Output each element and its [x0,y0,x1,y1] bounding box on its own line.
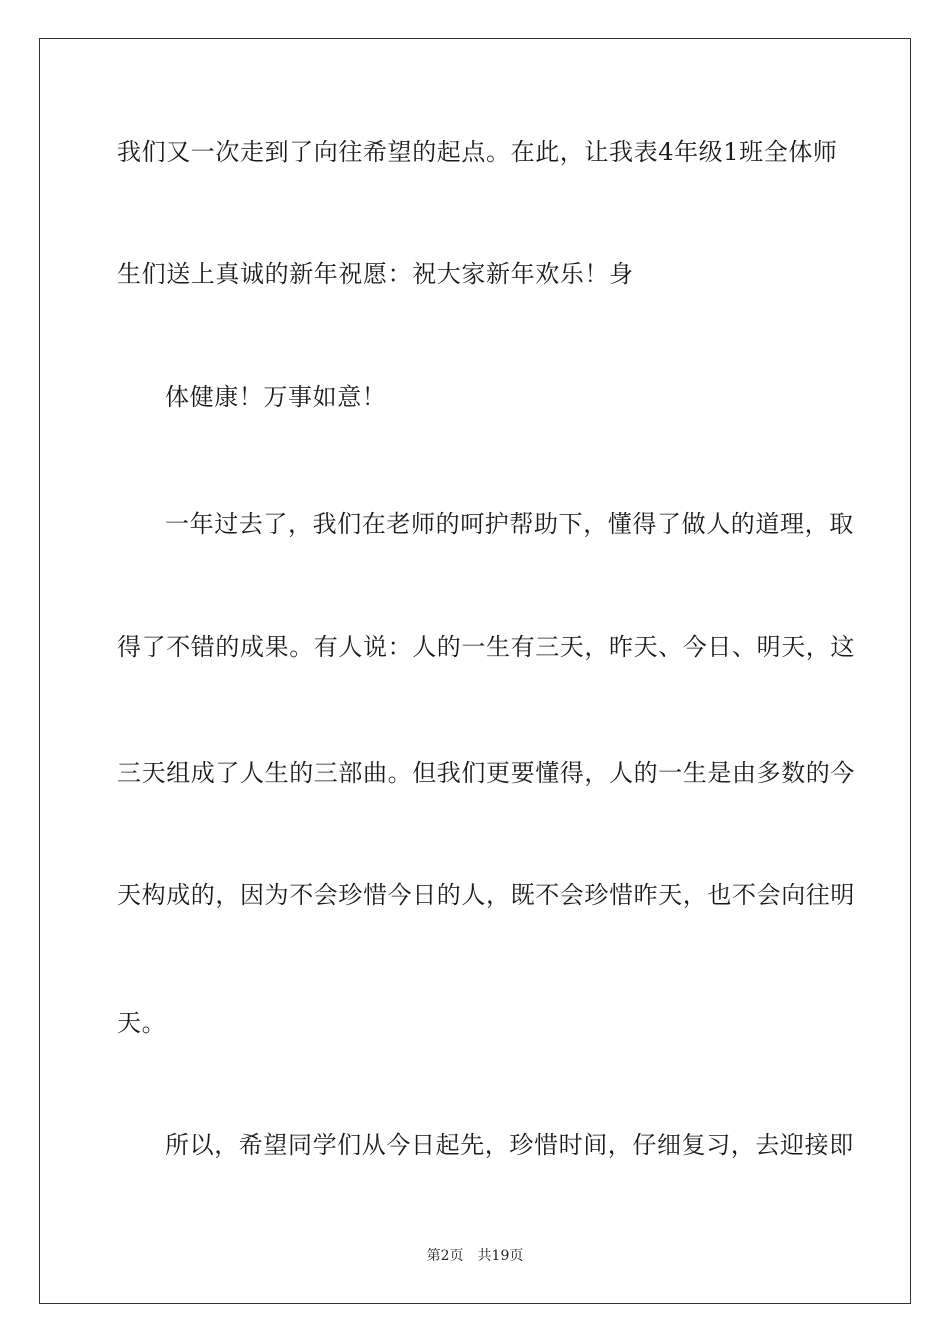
text-line-4: 一年过去了，我们在老师的呵护帮助下，懂得了做人的道理，取 [165,510,854,538]
page-number: 第2页 [426,1248,464,1264]
text-line-8: 天。 [117,1009,167,1037]
text-line-3: 体健康！万事如意！ [165,383,387,411]
text-line-7: 天构成的，因为不会珍惜今日的人，既不会珍惜昨天，也不会向往明 [117,881,855,909]
text-line-1: 我们又一次走到了向往希望的起点。在此，让我表4年级1班全体师 [117,138,838,166]
page-total: 共19页 [477,1248,524,1264]
text-line-2: 生们送上真诚的新年祝愿：祝大家新年欢乐！身 [117,260,634,288]
text-line-5: 得了不错的成果。有人说：人的一生有三天，昨天、今日、明天，这 [117,633,855,661]
text-line-9: 所以，希望同学们从今日起先，珍惜时间，仔细复习，去迎接即 [165,1131,854,1159]
page-footer [0,1247,950,1265]
text-line-6: 三天组成了人生的三部曲。但我们更要懂得，人的一生是由多数的今 [117,759,855,787]
page-border [39,38,911,1304]
